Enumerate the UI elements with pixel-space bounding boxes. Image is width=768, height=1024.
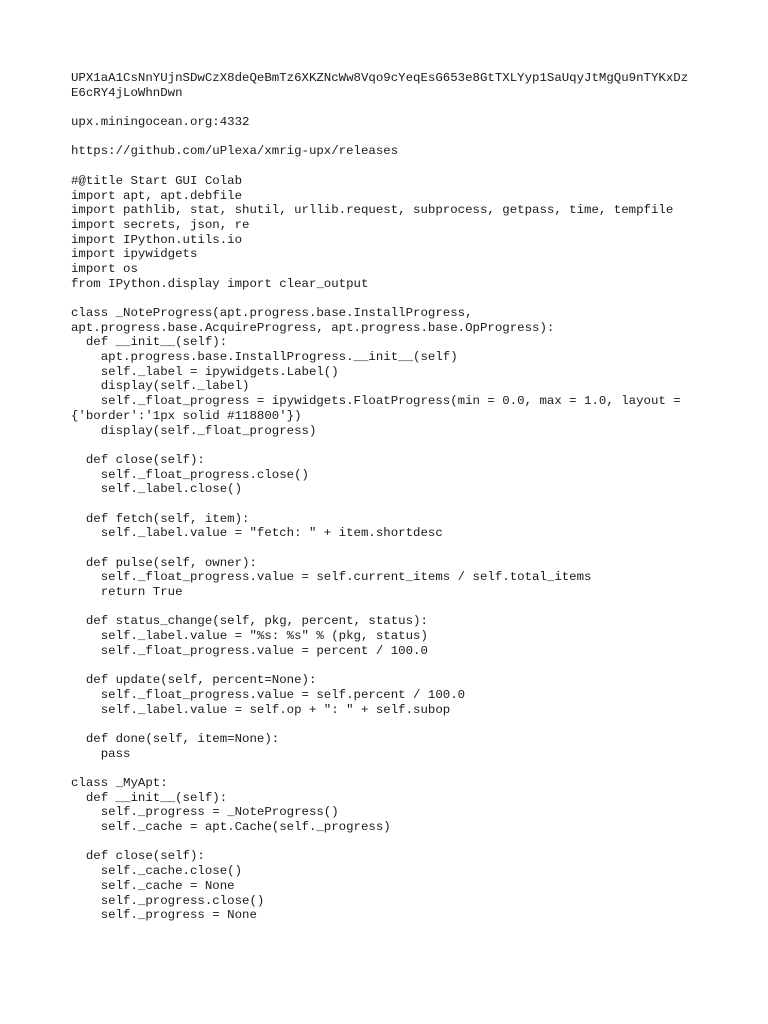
code-line: display(self._float_progress) xyxy=(71,423,317,438)
code-line: self._cache.close() xyxy=(71,864,243,879)
code-line: import pathlib, stat, shutil, urllib.request, subprocess, getpass, time, tempfile xyxy=(71,203,674,218)
code-line: def done(self, item=None): xyxy=(71,731,280,746)
code-line: def __init__(self): xyxy=(71,335,228,350)
code-line: from IPython.display import clear_output xyxy=(71,276,369,291)
code-line: self._label = ipywidgets.Label() xyxy=(71,364,339,379)
code-line: self._cache = apt.Cache(self._progress) xyxy=(71,820,391,835)
text-line: upx.miningocean.org:4332 xyxy=(71,115,250,130)
code-line: self._progress = None xyxy=(71,908,257,923)
code-line: def status_change(self, pkg, percent, status): xyxy=(71,614,428,629)
code-line: self._float_progress.value = percent / 100.0 xyxy=(71,643,428,658)
code-line: self._cache = None xyxy=(71,878,235,893)
code-line: self._progress = _NoteProgress() xyxy=(71,805,339,820)
text-line: UPX1aA1CsNnYUjnSDwCzX8deQeBmTz6XKZNcWw8Vqo9cYeqEsG653e8GtTXLYyp1SaUqyJtMgQu9nTYKxDz xyxy=(71,71,689,85)
blank-line xyxy=(71,659,731,674)
blank-line xyxy=(71,130,731,145)
blank-line xyxy=(71,291,731,306)
code-text xyxy=(71,71,731,923)
code-line: {'border':'1px solid #118800'}) xyxy=(71,408,302,423)
code-line: import secrets, json, re xyxy=(71,217,250,232)
code-line: self._float_progress.value = self.percent / 100.0 xyxy=(71,687,466,702)
code-line: import ipywidgets xyxy=(71,247,198,262)
code-line: def close(self): xyxy=(71,849,205,864)
code-line: def fetch(self, item): xyxy=(71,511,250,526)
code-line: apt.progress.base.InstallProgress.__init__(self) xyxy=(71,350,458,365)
blank-line xyxy=(71,159,731,174)
blank-line xyxy=(71,835,731,850)
code-line: import IPython.utils.io xyxy=(71,232,243,247)
text-line: E6cRY4jLoWhnDwn xyxy=(71,85,183,100)
code-line: self._float_progress.value = self.current_items / self.total_items xyxy=(71,570,592,585)
code-line: import apt, apt.debfile xyxy=(71,188,243,203)
code-line: class _NoteProgress(apt.progress.base.InstallProgress, xyxy=(71,306,473,320)
blank-line xyxy=(71,497,731,512)
code-line: def update(self, percent=None): xyxy=(71,673,317,688)
code-line: self._label.value = "%s: %s" % (pkg, status) xyxy=(71,629,428,644)
code-line: self._float_progress.close() xyxy=(71,467,309,482)
code-line: self._label.close() xyxy=(71,482,243,497)
code-line: #@title Start GUI Colab xyxy=(71,173,243,188)
code-line: class _MyApt: xyxy=(71,776,168,790)
blank-line xyxy=(71,600,731,615)
code-line: def pulse(self, owner): xyxy=(71,555,257,570)
code-line: self._float_progress = ipywidgets.FloatProgress(min = 0.0, max = 1.0, layout = xyxy=(71,394,681,409)
blank-line xyxy=(71,717,731,732)
code-line: self._progress.close() xyxy=(71,893,265,908)
code-line: pass xyxy=(71,746,131,761)
blank-line xyxy=(71,438,731,453)
text-line: https://github.com/uPlexa/xmrig-upx/releases xyxy=(71,144,399,159)
code-line: self._label.value = self.op + ": " + self.subop xyxy=(71,702,451,717)
code-line: def close(self): xyxy=(71,452,205,467)
code-line: self._label.value = "fetch: " + item.shortdesc xyxy=(71,526,443,541)
blank-line xyxy=(71,100,731,115)
blank-line xyxy=(71,761,731,776)
code-line: import os xyxy=(71,261,138,276)
code-line: return True xyxy=(71,585,183,600)
code-line: display(self._label) xyxy=(71,379,250,394)
code-line: apt.progress.base.AcquireProgress, apt.progress.base.OpProgress): xyxy=(71,320,555,335)
blank-line xyxy=(71,541,731,556)
code-line: def __init__(self): xyxy=(71,790,228,805)
